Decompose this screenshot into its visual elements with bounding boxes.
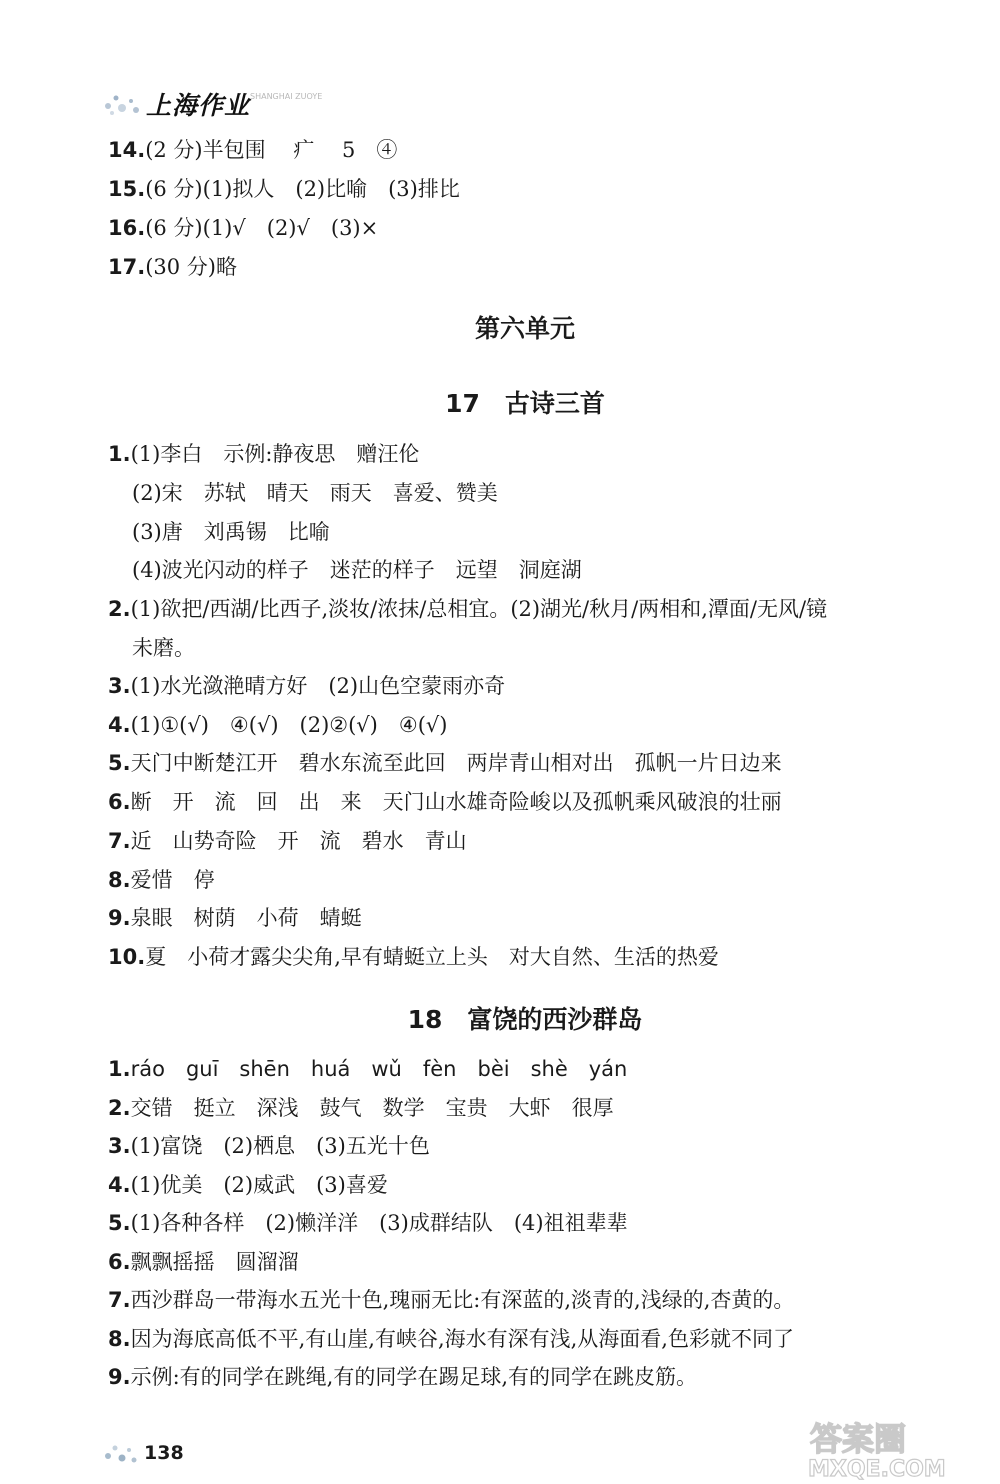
answer-line: (3)唐 刘禹锡 比喻	[132, 520, 330, 544]
answer-line: 5.天门中断楚江开 碧水东流至此回 两岸青山相对出 孤帆一片日边来	[108, 751, 782, 775]
unit-title: 第六单元	[474, 314, 575, 343]
answer-line: 7.近 山势奇险 开 流 碧水 青山	[108, 829, 467, 853]
answer-line: 4.(1)优美 (2)威武 (3)喜爱	[108, 1173, 388, 1197]
splash-icon	[100, 88, 146, 118]
answer-line: 5.(1)各种各样 (2)懒洋洋 (3)成群结队 (4)祖祖辈辈	[108, 1211, 628, 1235]
answer-line: 3.(1)富饶 (2)栖息 (3)五光十色	[108, 1134, 430, 1158]
answer-line: 9.泉眼 树荫 小荷 蜻蜓	[108, 906, 362, 930]
answer-line: 1.ráo guī shēn huá wǔ fèn bèi shè yán	[108, 1057, 628, 1081]
watermark-logo	[800, 1416, 995, 1482]
answer-line: 8.因为海底高低不平,有山崖,有峡谷,海水有深有浅,从海面看,色彩就不同了	[108, 1327, 794, 1351]
answer-line: 未磨。	[132, 636, 195, 660]
answer-line: 10.夏 小荷才露尖尖角,早有蜻蜓立上头 对大自然、生活的热爱	[108, 945, 719, 969]
lesson-title: 18 富饶的西沙群岛	[407, 1005, 643, 1034]
svg-text:答案圈: 答案圈	[810, 1420, 907, 1458]
answer-line: (4)波光闪动的样子 迷茫的样子 远望 洞庭湖	[132, 558, 582, 582]
answer-line: 17.(30 分)略	[108, 255, 237, 279]
answer-line: 14.(2 分)半包围 疒 5 ④	[108, 138, 398, 162]
answer-line: 8.爱惜 停	[108, 868, 215, 892]
lesson-title: 17 古诗三首	[445, 389, 605, 418]
answer-line: 6.断 开 流 回 出 来 天门山水雄奇险峻以及孤帆乘风破浪的壮丽	[108, 790, 782, 814]
answer-line: 3.(1)水光潋滟晴方好 (2)山色空蒙雨亦奇	[108, 674, 506, 698]
brand-subtext: SHANGHAI ZUOYE	[250, 92, 323, 101]
answer-line: 15.(6 分)(1)拟人 (2)比喻 (3)排比	[108, 177, 460, 201]
header-logo	[100, 82, 360, 122]
answer-line: 2.(1)欲把/西湖/比西子,淡妆/浓抹/总相宜。(2)湖光/秋月/两相和,潭面/无风/镜	[108, 597, 828, 621]
answer-line: 16.(6 分)(1)√ (2)√ (3)×	[108, 216, 379, 240]
answer-line: 2.交错 挺立 深浅 鼓气 数学 宝贵 大虾 很厚	[108, 1096, 614, 1120]
answer-line: 7.西沙群岛一带海水五光十色,瑰丽无比:有深蓝的,淡青的,浅绿的,杏黄的。	[108, 1288, 795, 1312]
svg-text:MXQE.COM: MXQE.COM	[808, 1457, 946, 1482]
answer-line: (2)宋 苏轼 晴天 雨天 喜爱、赞美	[132, 481, 498, 505]
answer-line: 4.(1)①(√) ④(√) (2)②(√) ④(√)	[108, 713, 448, 737]
answer-line: 9.示例:有的同学在跳绳,有的同学在踢足球,有的同学在跳皮筋。	[108, 1365, 698, 1389]
decorative-dots-icon	[100, 1436, 140, 1470]
brand-name: 上海作业	[146, 91, 251, 120]
answer-line: 1.(1)李白 示例:静夜思 赠汪伦	[108, 442, 420, 466]
page-number: 138	[144, 1442, 184, 1464]
page-footer	[100, 1436, 220, 1470]
answer-line: 6.飘飘摇摇 圆溜溜	[108, 1250, 299, 1274]
